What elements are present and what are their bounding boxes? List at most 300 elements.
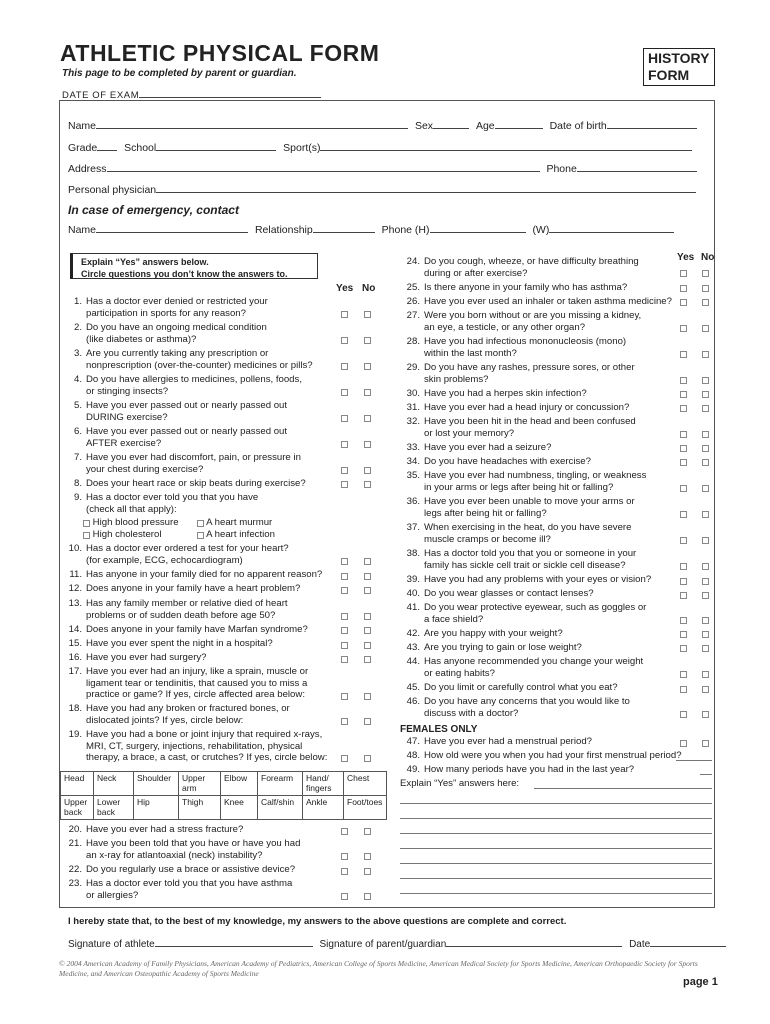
body-part-cell[interactable]: Neck [94, 772, 134, 796]
left-question [62, 824, 243, 836]
body-part-cell[interactable]: Calf/shin [258, 796, 303, 820]
no-checkbox[interactable] [702, 285, 709, 292]
right-question [400, 696, 630, 719]
question-number: 23. [68, 878, 82, 889]
left-question [62, 638, 273, 650]
question-text: Have you had a herpes skin infection? [424, 388, 587, 399]
question-text: Have you ever had a menstrual period? [424, 736, 592, 747]
question-text: in your arms or legs after being hit or falling? [424, 481, 614, 493]
name-label: Name [68, 120, 97, 132]
q9-hbp-label: High blood pressure [92, 517, 179, 528]
no-checkbox[interactable] [364, 587, 371, 594]
question-text: Have you ever passed out or nearly passed out [86, 400, 288, 411]
right-question [400, 574, 651, 586]
yes-checkbox[interactable] [341, 337, 348, 344]
phone-w-field[interactable] [549, 222, 674, 233]
yes-checkbox[interactable] [680, 405, 687, 412]
physician-field[interactable] [156, 182, 696, 193]
question-text: Have you been hit in the head and been confused [424, 416, 636, 427]
yes-checkbox[interactable] [341, 441, 348, 448]
yes-checkbox[interactable] [341, 868, 348, 875]
no-checkbox[interactable] [364, 627, 371, 634]
explain-line[interactable] [400, 893, 712, 894]
yes-checkbox[interactable] [341, 627, 348, 634]
body-part-cell[interactable]: Thigh [179, 796, 221, 820]
yes-checkbox[interactable] [341, 656, 348, 663]
question-number: 26. [406, 296, 420, 307]
yes-checkbox[interactable] [341, 558, 348, 565]
right-question [400, 362, 635, 385]
yes-checkbox[interactable] [341, 311, 348, 318]
no-checkbox[interactable] [702, 377, 709, 384]
question-text: Has anyone in your family died for no apparent reason? [86, 569, 323, 580]
body-part-cell[interactable]: Knee [221, 796, 258, 820]
question-number: 2. [73, 322, 82, 333]
yes-checkbox[interactable] [680, 686, 687, 693]
left-question [62, 400, 287, 423]
left-question [62, 652, 207, 664]
body-part-cell[interactable]: Hip [134, 796, 179, 820]
right-no-header: No [701, 252, 715, 263]
phone-h-field[interactable] [430, 222, 526, 233]
no-checkbox[interactable] [702, 445, 709, 452]
q9-murmur-checkbox[interactable] [197, 520, 204, 527]
left-no-header: No [362, 283, 376, 294]
question-text: or eating habits? [424, 667, 495, 679]
no-checkbox[interactable] [702, 325, 709, 332]
question-number: 19. [68, 729, 82, 740]
dob-field[interactable] [607, 118, 697, 129]
female-question [400, 764, 634, 776]
body-part-cell[interactable]: Upper arm [179, 772, 221, 796]
no-checkbox[interactable] [702, 563, 709, 570]
yes-checkbox[interactable] [341, 613, 348, 620]
no-checkbox[interactable] [364, 893, 371, 900]
explain-yes-label: Explain “Yes” answers here: [400, 778, 520, 789]
no-checkbox[interactable] [702, 631, 709, 638]
yes-checkbox[interactable] [341, 755, 348, 762]
question-text: Do you have an ongoing medical condition [86, 322, 267, 333]
question-text: Do you have any rashes, pressure sores, or other [424, 362, 635, 373]
no-checkbox[interactable] [702, 617, 709, 624]
yes-checkbox[interactable] [680, 740, 687, 747]
no-checkbox[interactable] [702, 299, 709, 306]
question-number: 46. [406, 696, 420, 707]
grade-label: Grade [68, 142, 98, 154]
question-number: 27. [406, 310, 420, 321]
no-checkbox[interactable] [364, 389, 371, 396]
question-text: Are you trying to gain or lose weight? [424, 642, 582, 653]
yes-checkbox[interactable] [680, 563, 687, 570]
left-question [62, 452, 301, 475]
question-text: Is there anyone in your family who has asthma? [424, 282, 628, 293]
yes-checkbox[interactable] [680, 351, 687, 358]
right-question [400, 456, 591, 468]
question-number: 13. [68, 598, 82, 609]
left-yes-header: Yes [336, 283, 354, 294]
left-question [62, 492, 258, 515]
explain-line[interactable] [400, 878, 712, 879]
left-question [62, 598, 288, 621]
left-question [62, 296, 268, 319]
no-checkbox[interactable] [364, 853, 371, 860]
yes-checkbox[interactable] [341, 415, 348, 422]
body-part-cell[interactable]: Foot/toes [344, 796, 387, 820]
no-checkbox[interactable] [702, 485, 709, 492]
yes-checkbox[interactable] [680, 377, 687, 384]
no-checkbox[interactable] [364, 718, 371, 725]
explain-line[interactable] [400, 833, 712, 834]
no-checkbox[interactable] [364, 693, 371, 700]
no-checkbox[interactable] [364, 337, 371, 344]
explain-line[interactable] [400, 818, 712, 819]
question-number: 39. [406, 574, 420, 585]
question-text: Were you born without or are you missing a kidney, [424, 310, 642, 321]
question-number: 34. [406, 456, 420, 467]
right-question [400, 628, 563, 640]
yes-checkbox[interactable] [680, 592, 687, 599]
no-checkbox[interactable] [364, 441, 371, 448]
sports-label: Sport(s) [283, 142, 321, 154]
right-question [400, 656, 643, 679]
question-number: 33. [406, 442, 420, 453]
instruction-circle: Circle questions you don’t know the answers to. [81, 269, 288, 279]
answer-line[interactable] [676, 760, 712, 761]
no-checkbox[interactable] [364, 613, 371, 620]
history-label: HISTORY [648, 50, 710, 66]
right-question [400, 496, 635, 519]
left-question [62, 478, 306, 490]
female-question [400, 750, 682, 762]
yes-checkbox[interactable] [341, 389, 348, 396]
yes-checkbox[interactable] [341, 573, 348, 580]
question-text: Have you ever had surgery? [86, 652, 207, 663]
question-number: 35. [406, 470, 420, 481]
yes-checkbox[interactable] [680, 711, 687, 718]
question-text: How many periods have you had in the last year? [424, 764, 635, 775]
question-text: Has a doctor ever told you that you have [86, 492, 259, 503]
sex-label: Sex [414, 120, 434, 132]
name-field[interactable] [96, 118, 408, 129]
question-text: Has a doctor ever told you that you have asthma [86, 878, 293, 889]
question-number: 41. [406, 602, 420, 613]
grade-field[interactable] [97, 140, 117, 151]
question-text: problems or of sudden death before age 50? [86, 609, 276, 621]
question-text: Have you had any problems with your eyes or vision? [424, 574, 652, 585]
question-text: discuss with a doctor? [424, 707, 519, 719]
name-row [68, 118, 697, 132]
yes-checkbox[interactable] [341, 718, 348, 725]
instructions-box [70, 253, 318, 279]
question-number: 31. [406, 402, 420, 413]
left-question [62, 426, 287, 449]
q9-cholesterol-label: High cholesterol [92, 529, 162, 540]
right-question [400, 642, 582, 654]
question-text: Does anyone in your family have Marfan syndrome? [86, 624, 308, 635]
question-text: Have you ever had an injury, like a sprain, muscle or [86, 666, 309, 677]
no-checkbox[interactable] [364, 311, 371, 318]
question-text: Do you have allergies to medicines, pollens, foods, [86, 374, 302, 385]
question-number: 43. [406, 642, 420, 653]
date-field[interactable] [650, 936, 726, 947]
right-question [400, 470, 646, 493]
sports-field[interactable] [320, 140, 692, 151]
question-text: muscle cramps or become ill? [424, 533, 551, 545]
female-question [400, 736, 592, 748]
form-label: FORM [648, 67, 690, 83]
question-text: How old were you when you had your first menstrual period? [424, 750, 682, 761]
page-number: page 1 [683, 976, 718, 988]
emergency-row [68, 222, 674, 236]
yes-checkbox[interactable] [341, 828, 348, 835]
no-checkbox[interactable] [702, 578, 709, 585]
left-question [62, 583, 300, 595]
question-text: Do you regularly use a brace or assistive device? [86, 864, 296, 875]
explain-line[interactable] [534, 788, 712, 789]
date-of-exam [62, 87, 321, 101]
right-question [400, 402, 629, 414]
no-checkbox[interactable] [364, 656, 371, 663]
body-part-cell[interactable]: Elbow [221, 772, 258, 796]
age-label: Age [475, 120, 495, 132]
sex-field[interactable] [433, 118, 469, 129]
date-of-exam-label: DATE OF EXAM [62, 90, 140, 101]
yes-checkbox[interactable] [341, 481, 348, 488]
yes-checkbox[interactable] [680, 285, 687, 292]
right-question [400, 588, 594, 600]
no-checkbox[interactable] [364, 363, 371, 370]
yes-checkbox[interactable] [680, 537, 687, 544]
athlete-signature-field[interactable] [155, 936, 313, 947]
q9-infection-checkbox[interactable] [197, 532, 204, 539]
yes-checkbox[interactable] [680, 325, 687, 332]
question-number: 38. [406, 548, 420, 559]
no-checkbox[interactable] [702, 431, 709, 438]
no-checkbox[interactable] [364, 755, 371, 762]
left-question [62, 729, 327, 764]
body-part-cell[interactable]: Chest [344, 772, 387, 796]
question-text: Have you ever passed out or nearly passed out [86, 426, 288, 437]
question-text: within the last month? [424, 347, 517, 359]
question-number: 21. [68, 838, 82, 849]
left-question [62, 666, 308, 701]
yes-checkbox[interactable] [680, 445, 687, 452]
yes-checkbox[interactable] [680, 459, 687, 466]
relationship-field[interactable] [313, 222, 375, 233]
no-checkbox[interactable] [702, 711, 709, 718]
question-text: Are you currently taking any prescription or [86, 348, 269, 359]
question-number: 47. [406, 736, 420, 747]
question-number: 14. [68, 624, 82, 635]
right-question [400, 296, 672, 308]
explain-line[interactable] [400, 848, 712, 849]
question-number: 49. [406, 764, 420, 775]
left-question [62, 569, 322, 581]
explain-line[interactable] [400, 863, 712, 864]
question-text: therapy, a brace, a cast, or crutches? If yes, circle below: [86, 752, 328, 764]
question-text: an eye, a testicle, or any other organ? [424, 321, 586, 333]
question-text: ligament tear or tendinitis, that caused you to miss a [86, 677, 308, 689]
relationship-label: Relationship [254, 224, 313, 236]
question-text: or lost your memory? [424, 427, 515, 439]
right-question [400, 416, 636, 439]
no-checkbox[interactable] [702, 511, 709, 518]
no-checkbox[interactable] [364, 467, 371, 474]
no-checkbox[interactable] [364, 558, 371, 565]
parent-signature-label: Signature of parent/guardian [319, 939, 447, 950]
body-part-cell[interactable]: Lower back [94, 796, 134, 820]
right-question [400, 256, 639, 279]
body-part-cell[interactable]: Ankle [303, 796, 344, 820]
no-checkbox[interactable] [702, 592, 709, 599]
no-checkbox[interactable] [364, 481, 371, 488]
question-number: 44. [406, 656, 420, 667]
no-checkbox[interactable] [702, 391, 709, 398]
question-text: Have you had a bone or joint injury that required x-rays, [86, 729, 323, 740]
q9-hbp-checkbox[interactable] [83, 520, 90, 527]
right-question [400, 282, 627, 294]
question-text: Do you have headaches with exercise? [424, 456, 591, 467]
no-checkbox[interactable] [702, 645, 709, 652]
address-field[interactable] [107, 161, 540, 172]
yes-checkbox[interactable] [680, 671, 687, 678]
question-text: Do you wear glasses or contact lenses? [424, 588, 594, 599]
yes-checkbox[interactable] [341, 363, 348, 370]
yes-checkbox[interactable] [680, 645, 687, 652]
no-checkbox[interactable] [364, 868, 371, 875]
school-field[interactable] [156, 140, 276, 151]
question-number: 9. [73, 492, 82, 503]
question-text: Have you ever had numbness, tingling, or weakness [424, 470, 647, 481]
question-text: Are you happy with your weight? [424, 628, 563, 639]
yes-checkbox[interactable] [341, 693, 348, 700]
right-question [400, 336, 626, 359]
question-text: Have you ever spent the night in a hospital? [86, 638, 273, 649]
left-question [62, 703, 290, 726]
body-part-cell[interactable]: Hand/ fingers [303, 772, 344, 796]
yes-checkbox[interactable] [341, 853, 348, 860]
question-number: 17. [68, 666, 82, 677]
question-text: dislocated joints? If yes, circle below: [86, 714, 244, 726]
no-checkbox[interactable] [364, 415, 371, 422]
age-field[interactable] [495, 118, 543, 129]
instruction-explain: Explain “Yes” answers below. [81, 257, 209, 267]
parent-signature-field[interactable] [446, 936, 622, 947]
question-text: nonprescription (over-the-counter) medicines or pills? [86, 359, 313, 371]
question-text: or allergies? [86, 889, 139, 901]
question-number: 8. [73, 478, 82, 489]
explain-line[interactable] [400, 803, 712, 804]
yes-checkbox[interactable] [341, 642, 348, 649]
question-number: 7. [73, 452, 82, 463]
physician-row [68, 182, 696, 196]
q9-murmur-label: A heart murmur [206, 517, 273, 528]
question-text: Have you ever had discomfort, pain, or pressure in [86, 452, 301, 463]
date-of-exam-field[interactable] [139, 87, 321, 98]
question-text: DURING exercise? [86, 411, 168, 423]
phone-label: Phone [546, 163, 577, 175]
question-text: Have you ever been unable to move your arms or [424, 496, 635, 507]
yes-checkbox[interactable] [680, 578, 687, 585]
yes-checkbox[interactable] [680, 431, 687, 438]
yes-checkbox[interactable] [341, 893, 348, 900]
left-question [62, 878, 292, 901]
yes-checkbox[interactable] [680, 617, 687, 624]
emergency-heading: In case of emergency, contact [68, 203, 239, 217]
yes-checkbox[interactable] [680, 299, 687, 306]
no-checkbox[interactable] [702, 351, 709, 358]
no-checkbox[interactable] [364, 642, 371, 649]
left-question [62, 543, 289, 566]
no-checkbox[interactable] [702, 270, 709, 277]
question-number: 45. [406, 682, 420, 693]
left-question [62, 838, 300, 861]
no-checkbox[interactable] [364, 573, 371, 580]
yes-checkbox[interactable] [341, 587, 348, 594]
no-checkbox[interactable] [364, 828, 371, 835]
no-checkbox[interactable] [702, 686, 709, 693]
question-text: (check all that apply): [86, 503, 177, 515]
question-number: 40. [406, 588, 420, 599]
phone-field[interactable] [577, 161, 697, 172]
no-checkbox[interactable] [702, 740, 709, 747]
left-question [62, 374, 302, 397]
question-text: Do you have any concerns that you would like to [424, 696, 630, 707]
body-part-cell[interactable]: Upper back [61, 796, 94, 820]
question-text: Have you ever had a seizure? [424, 442, 552, 453]
question-text: Does your heart race or skip beats during exercise? [86, 478, 306, 489]
no-checkbox[interactable] [702, 671, 709, 678]
question-number: 25. [406, 282, 420, 293]
body-part-cell[interactable]: Shoulder [134, 772, 179, 796]
question-number: 32. [406, 416, 420, 427]
body-part-cell[interactable]: Forearm [258, 772, 303, 796]
q9-option-infection [197, 529, 275, 541]
question-number: 12. [68, 583, 82, 594]
question-text: MRI, CT, surgery, injections, rehabilitation, physical [86, 740, 303, 752]
question-number: 37. [406, 522, 420, 533]
answer-line[interactable] [700, 774, 712, 775]
yes-checkbox[interactable] [680, 485, 687, 492]
question-number: 5. [73, 400, 82, 411]
question-text: skin problems? [424, 373, 489, 385]
question-text: or stinging insects? [86, 385, 169, 397]
yes-checkbox[interactable] [680, 631, 687, 638]
question-number: 4. [73, 374, 82, 385]
right-question [400, 388, 587, 400]
yes-checkbox[interactable] [680, 511, 687, 518]
question-number: 20. [68, 824, 82, 835]
body-part-cell[interactable]: Head [61, 772, 94, 796]
no-checkbox[interactable] [702, 459, 709, 466]
q9-cholesterol-checkbox[interactable] [83, 532, 90, 539]
left-question [62, 624, 308, 636]
yes-checkbox[interactable] [341, 467, 348, 474]
question-text: Have you ever had a stress fracture? [86, 824, 244, 835]
question-text: Has any family member or relative died of heart [86, 598, 288, 609]
question-number: 22. [68, 864, 82, 875]
emergency-name-field[interactable] [96, 222, 248, 233]
question-text: an x-ray for atlantoaxial (neck) instability? [86, 849, 263, 861]
q9-infection-label: A heart infection [206, 529, 275, 540]
question-text: (for example, ECG, echocardiogram) [86, 554, 243, 566]
emergency-name-label: Name [68, 224, 97, 236]
question-number: 3. [73, 348, 82, 359]
no-checkbox[interactable] [702, 537, 709, 544]
no-checkbox[interactable] [702, 405, 709, 412]
yes-checkbox[interactable] [680, 270, 687, 277]
yes-checkbox[interactable] [680, 391, 687, 398]
